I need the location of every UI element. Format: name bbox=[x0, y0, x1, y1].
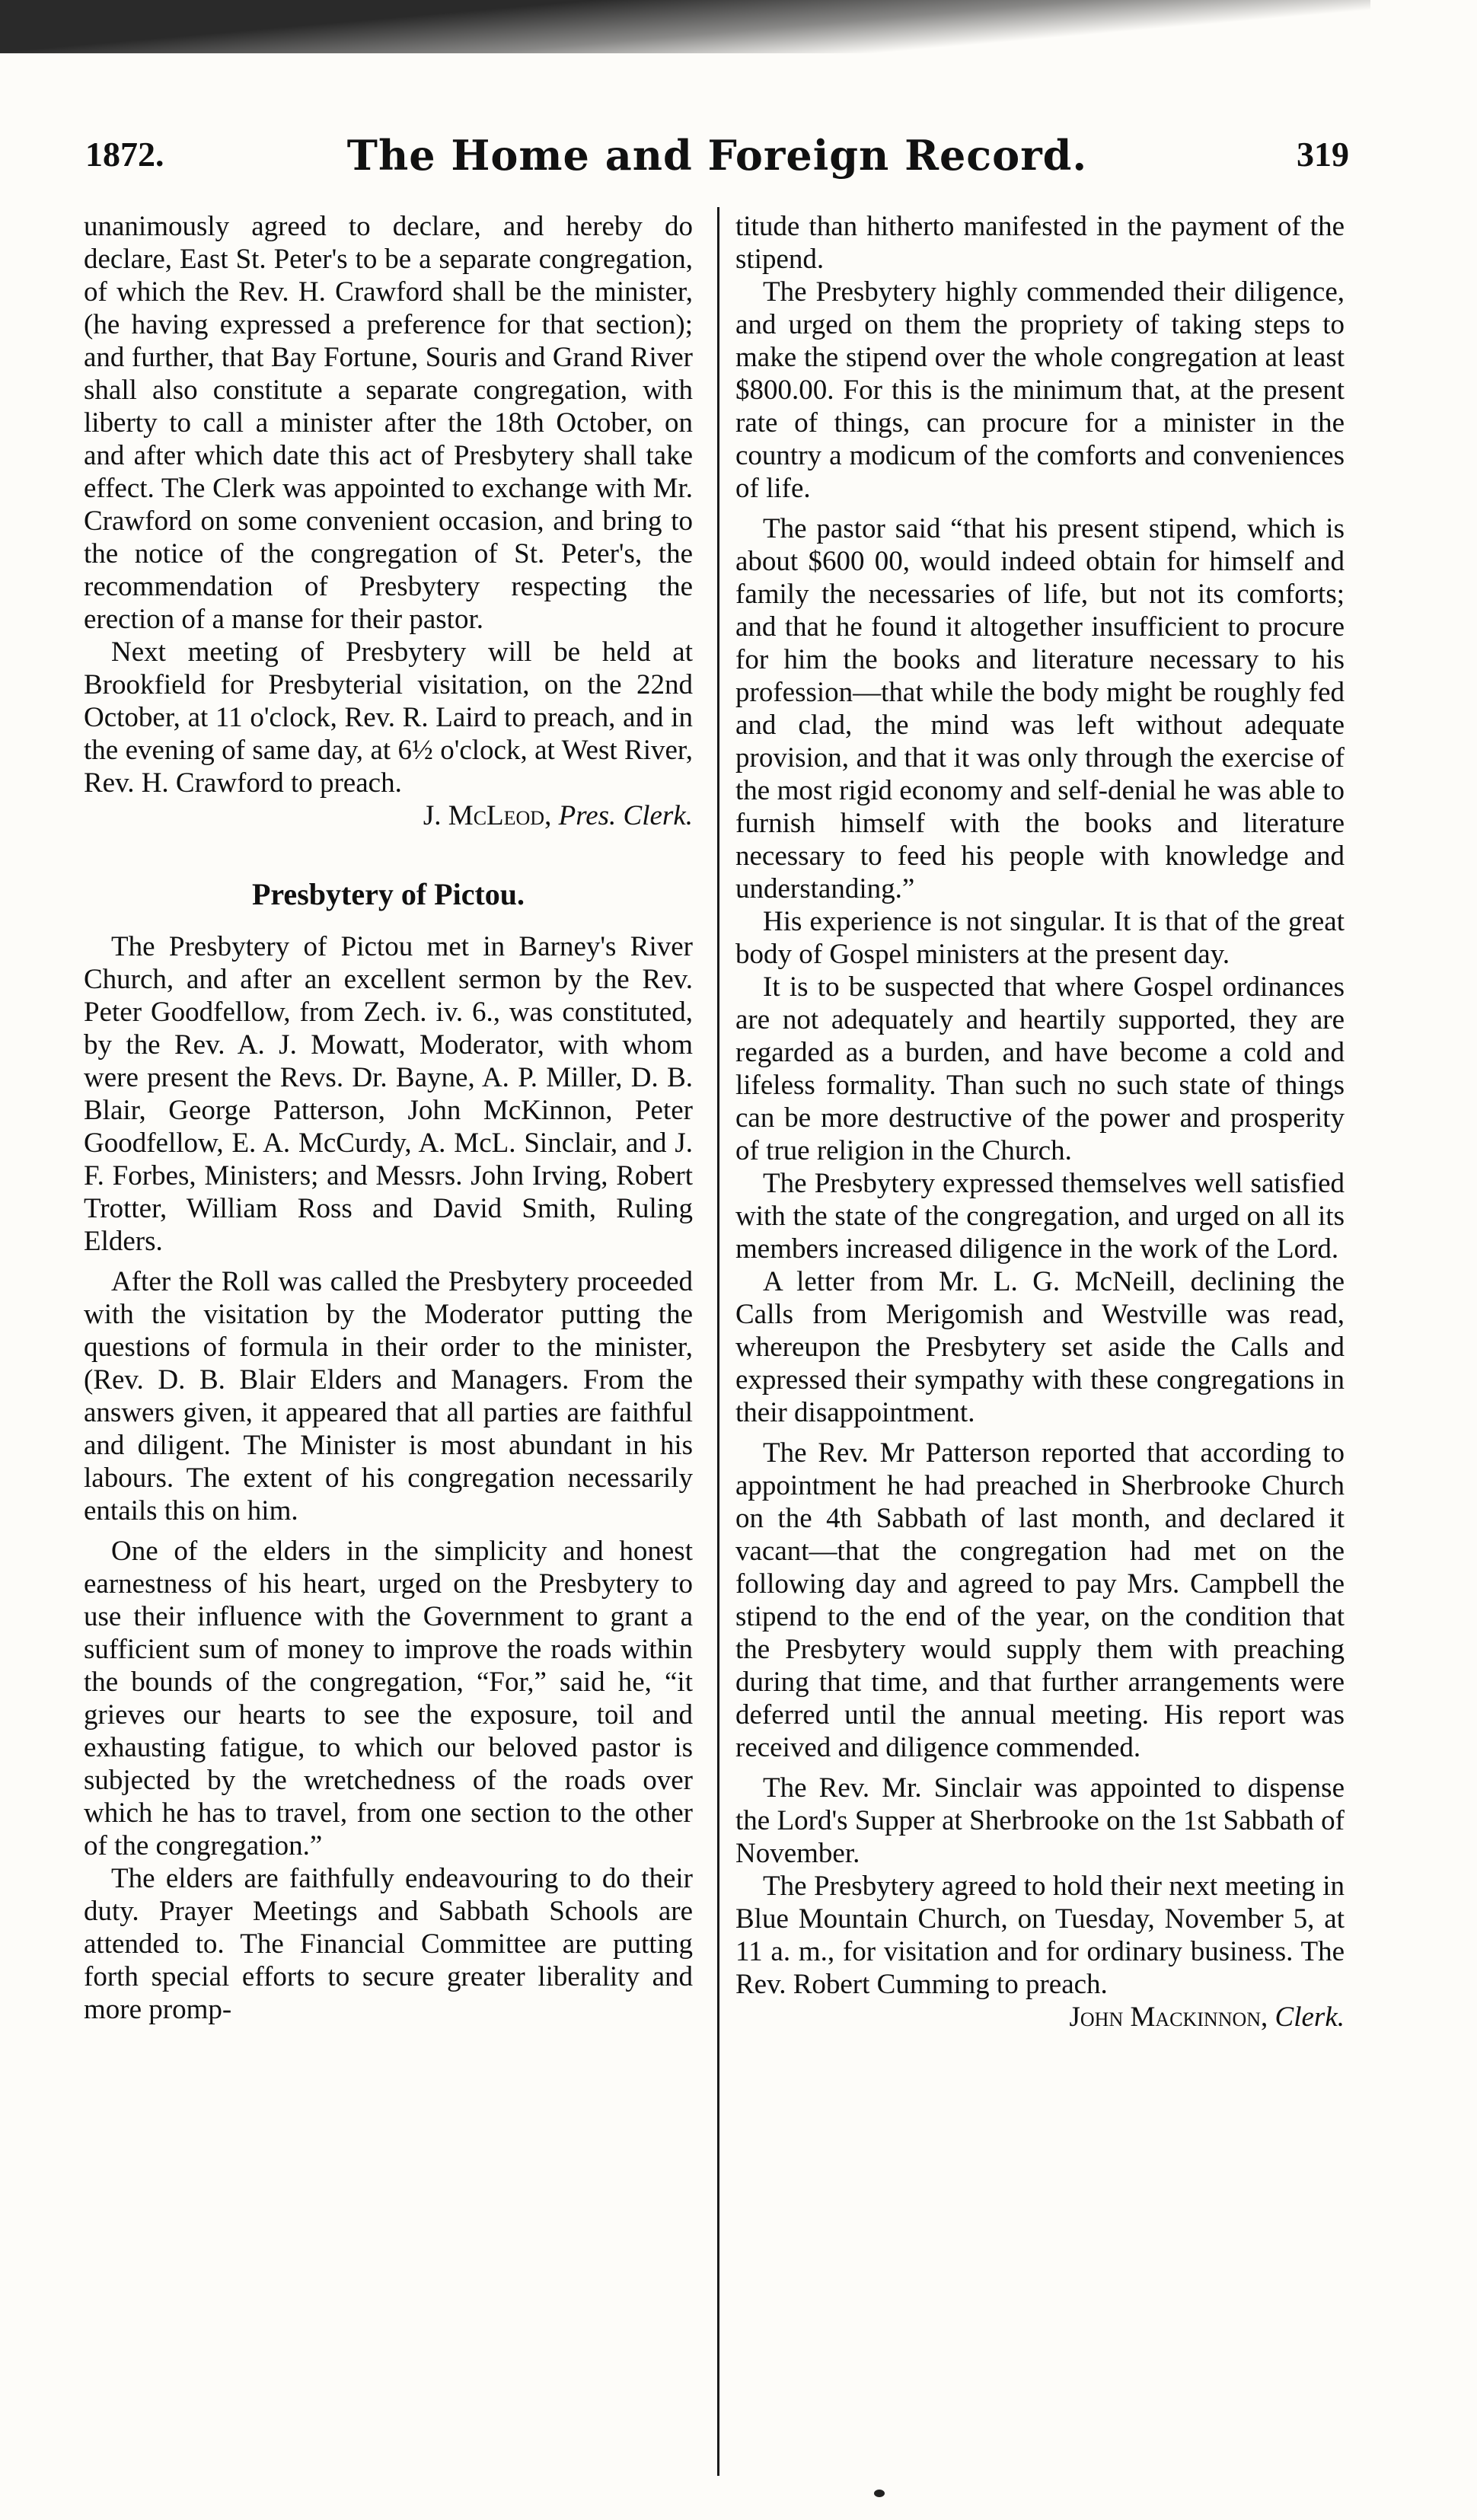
paragraph: His experience is not singular. It is that of the great body of Gospel ministers at the present day. bbox=[735, 906, 1345, 970]
header-page-number: 319 bbox=[1297, 135, 1349, 174]
scan-edge-stripe bbox=[0, 0, 1370, 53]
left-column bbox=[84, 210, 693, 2026]
header-title: The Home and Foreign Record. bbox=[346, 131, 1088, 180]
paragraph: The Presbytery expressed themselves well satisfied with the state of the congregation, and urged on all its members increased diligence in the work of the Lord. bbox=[735, 1168, 1345, 1265]
ink-speck bbox=[874, 2490, 885, 2497]
paragraph: unanimously agreed to declare, and hereby do declare, East St. Peter's to be a separate congregation, of which the Rev. H. Crawford shall be the minister, (he having expressed a preference for that section); and further, that Bay Fortune, Souris and Grand River shall also constitute a separate congregation, with liberty to call a minister after the 18th October, on and after which date this act of Presbytery shall take effect. The Clerk was appointed to exchange with Mr. Crawford on some convenient occasion, and bring to the notice of the congregation of St. Peter's, the recommendation of Presbytery respecting the erection of a manse for their pastor. bbox=[84, 211, 693, 635]
paragraph: The pastor said “that his present stipend, which is about $600 00, would indeed obtain for himself and family the necessaries of life, but not its comforts; and that he found it altogether insufficient to procure for him the books and literature necessary to his profession—that while the body might be roughly fed and clad, the mind was left without adequate provision, and that it was only through the exercise of the most rigid economy and self-denial he was able to furnish himself with the books and literature necessary to feed his people with knowledge and understanding.” bbox=[735, 513, 1345, 904]
paragraph: After the Roll was called the Presbytery proceeded with the visitation by the Moderator putting the questions of formula in their order to the minister, (Rev. D. B. Blair Elders and Managers. From the answers given, it appeared that all parties are faithful and diligent. The Minister is most abundant in his labours. The extent of his congregation necessarily entails this on him. bbox=[84, 1266, 693, 1526]
paragraph: The Presbytery highly commended their diligence, and urged on them the propriety of taking steps to make the stipend over the whole congregation at least $800.00. For this is the minimum that, at the present rate of things, can procure for a minister in the country a modicum of the comforts and conveniences of life. bbox=[735, 276, 1345, 504]
header-year: 1872. bbox=[85, 135, 164, 174]
section-heading: Presbytery of Pictou. bbox=[251, 877, 525, 911]
signature-title: Pres. Clerk. bbox=[558, 800, 693, 831]
signature-name: John Mackinnon, bbox=[1069, 2002, 1268, 2033]
signature bbox=[84, 799, 693, 832]
column-divider bbox=[717, 207, 719, 2476]
paragraph: The Rev. Mr. Sinclair was appointed to dispense the Lord's Supper at Sherbrooke on the 1st Sabbath of November. bbox=[735, 1772, 1345, 1869]
paragraph: The Presbytery agreed to hold their next meeting in Blue Mountain Church, on Tuesday, November 5, at 11 a. m., for visitation and for ordinary business. The Rev. Robert Cumming to preach. bbox=[735, 1871, 1345, 2000]
paragraph: The Rev. Mr Patterson reported that according to appointment he had preached in Sherbrooke Church on the 4th Sabbath of last month, and declared it vacant—that the congregation had met on the following day and agreed to pay Mrs. Campbell the stipend to the end of the year, on the condition that the Presbytery would supply them with preaching during that time, and that further arrangements were deferred until the annual meeting. His report was received and diligence commended. bbox=[735, 1437, 1345, 1763]
running-head bbox=[85, 131, 1349, 195]
signature-title: Clerk. bbox=[1274, 2002, 1345, 2033]
signature-name: J. McLeod, bbox=[423, 800, 552, 831]
paragraph: The Presbytery of Pictou met in Barney's River Church, and after an excellent sermon by the Rev. Peter Goodfellow, from Zech. iv. 6., was constituted, by the Rev. A. J. Mowatt, Moderator, with whom were present the Revs. Dr. Bayne, A. P. Miller, D. B. Blair, George Patterson, John McKinnon, Peter Goodfellow, E. A. McCurdy, A. McL. Sinclair, and J. F. Forbes, Ministers; and Messrs. John Irving, Robert Trotter, William Ross and David Smith, Ruling Elders. bbox=[84, 931, 693, 1257]
paragraph: titude than hitherto manifested in the payment of the stipend. bbox=[735, 211, 1345, 275]
paragraph: Next meeting of Presbytery will be held at Brookfield for Presbyterial visitation, on the 22nd October, at 11 o'clock, Rev. R. Laird to preach, and in the evening of same day, at 6½ o'clock, at West River, Rev. H. Crawford to preach. bbox=[84, 636, 693, 799]
paragraph: A letter from Mr. L. G. McNeill, declining the Calls from Merigomish and Westville was read, whereupon the Presbytery set aside the Calls and expressed their sympathy with these congregations in their disappointment. bbox=[735, 1266, 1345, 1428]
right-column bbox=[735, 210, 1345, 2034]
paragraph: The elders are faithfully endeavouring to do their duty. Prayer Meetings and Sabbath Schools are attended to. The Financial Committee are putting forth special efforts to secure greater liberality and more promp- bbox=[84, 1863, 693, 2025]
paragraph: One of the elders in the simplicity and honest earnestness of his heart, urged on the Presbytery to use their influence with the Government to grant a sufficient sum of money to improve the roads within the bounds of the congregation, “For,” said he, “it grieves our hearts to see the exposure, toil and exhausting fatigue, to which our beloved pastor is subjected by the wretchedness of the roads over which he has to travel, from one section to the other of the congregation.” bbox=[84, 1536, 693, 1861]
paragraph: It is to be suspected that where Gospel ordinances are not adequately and heartily supported, they are regarded as a burden, and have become a cold and lifeless formality. Than such no such state of things can be more destructive of the power and prosperity of true religion in the Church. bbox=[735, 971, 1345, 1166]
signature bbox=[735, 2001, 1345, 2034]
